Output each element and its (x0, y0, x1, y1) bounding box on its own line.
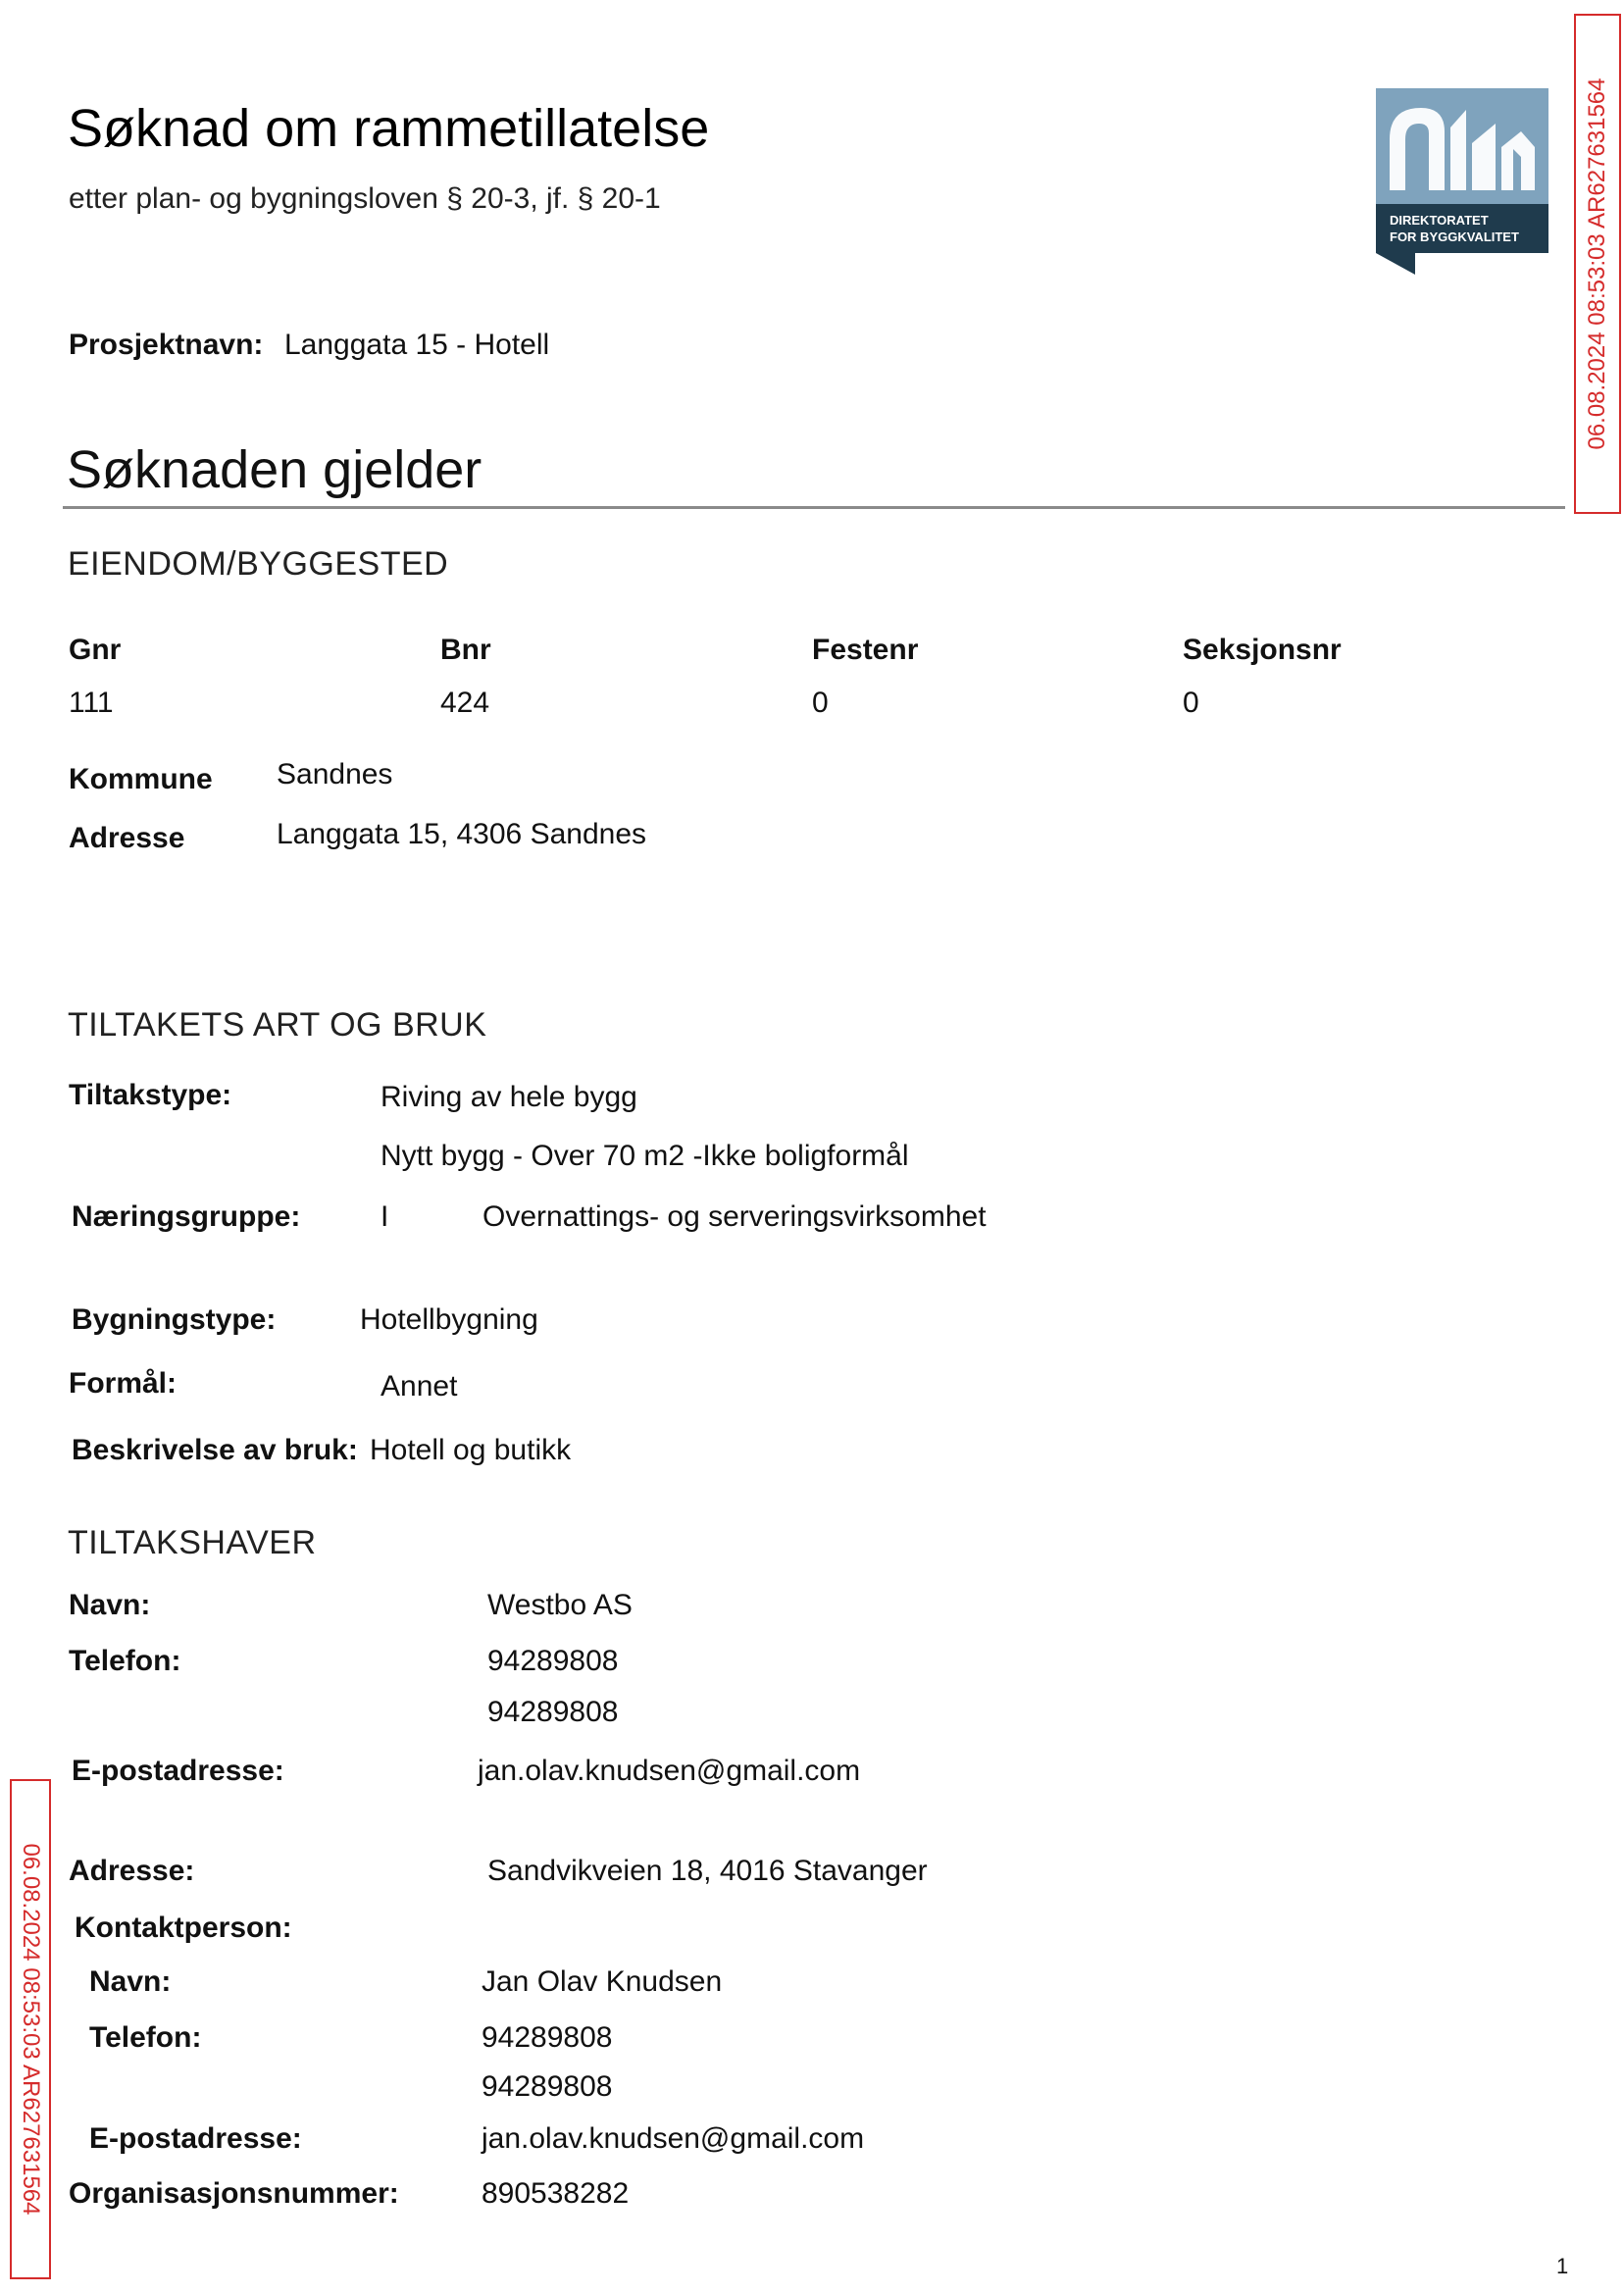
project-value: Langgata 15 - Hotell (284, 329, 550, 361)
formal-label: Formål: (69, 1367, 178, 1400)
owner-phone-value-2: 94289808 (487, 1696, 619, 1728)
tiltakstype-label: Tiltakstype: (69, 1079, 232, 1111)
project-label: Prosjektnavn: (69, 329, 264, 361)
owner-address-value: Sandvikveien 18, 4016 Stavanger (487, 1855, 928, 1887)
gnr-value: 111 (69, 687, 114, 719)
owner-address-label: Adresse: (69, 1855, 195, 1887)
festenr-value: 0 (812, 687, 829, 719)
contact-phone-value-2: 94289808 (482, 2070, 613, 2103)
stamp-text: 06.08.2024 08:53:03 AR627631564 (18, 1843, 44, 2216)
property-heading: EIENDOM/BYGGESTED (68, 545, 449, 583)
owner-phone-value-1: 94289808 (487, 1645, 619, 1677)
measure-heading: TILTAKETS ART OG BRUK (68, 1006, 487, 1044)
contact-phone-value-1: 94289808 (482, 2021, 613, 2054)
beskrivelse-value: Hotell og butikk (370, 1434, 572, 1466)
logo-line1: DIREKTORATET (1390, 213, 1489, 228)
stamp-bottom-left (10, 1779, 51, 2279)
owner-heading: TILTAKSHAVER (68, 1524, 317, 1561)
owner-phone-label: Telefon: (69, 1645, 181, 1677)
adresse-value: Langgata 15, 4306 Sandnes (277, 818, 647, 850)
logo-line2: FOR BYGGKVALITET (1390, 229, 1519, 244)
naeringsgruppe-code: I (381, 1200, 389, 1233)
bygningstype-label: Bygningstype: (72, 1303, 277, 1336)
kommune-label: Kommune (69, 763, 213, 795)
formal-value: Annet (381, 1370, 458, 1402)
dibk-logo (1376, 88, 1548, 275)
naeringsgruppe-value: Overnattings- og serveringsvirksomhet (482, 1200, 987, 1233)
bygningstype-value: Hotellbygning (360, 1303, 538, 1336)
kommune-value: Sandnes (277, 758, 393, 790)
contact-email-label: E-postadresse: (89, 2122, 302, 2155)
bnr-label: Bnr (440, 634, 491, 666)
org-number-label: Organisasjonsnummer: (69, 2177, 399, 2210)
tiltakstype-value-2: Nytt bygg - Over 70 m2 -Ikke boligformål (381, 1140, 909, 1172)
seksjonsnr-value: 0 (1183, 687, 1199, 719)
contact-email-value: jan.olav.knudsen@gmail.com (482, 2122, 865, 2155)
bnr-value: 424 (440, 687, 490, 719)
applies-heading: Søknaden gjelder (67, 440, 482, 499)
contact-name-label: Navn: (89, 1965, 172, 1998)
naeringsgruppe-label: Næringsgruppe: (72, 1200, 301, 1233)
owner-email-value: jan.olav.knudsen@gmail.com (478, 1755, 861, 1787)
heading-divider (63, 506, 1565, 509)
org-number-value: 890538282 (482, 2177, 630, 2210)
adresse-label: Adresse (69, 822, 185, 854)
seksjonsnr-label: Seksjonsnr (1183, 634, 1342, 666)
owner-name-value: Westbo AS (487, 1589, 633, 1621)
tiltakstype-value-1: Riving av hele bygg (381, 1081, 637, 1113)
contact-phone-label: Telefon: (89, 2021, 202, 2054)
stamp-text: 06.08.2024 08:53:03 AR627631564 (1584, 77, 1610, 450)
gnr-label: Gnr (69, 634, 122, 666)
owner-email-label: E-postadresse: (72, 1755, 284, 1787)
stamp-top-right (1574, 14, 1621, 514)
beskrivelse-label: Beskrivelse av bruk: (72, 1434, 358, 1466)
owner-name-label: Navn: (69, 1589, 151, 1621)
contact-person-label: Kontaktperson: (75, 1912, 292, 1944)
contact-name-value: Jan Olav Knudsen (482, 1965, 723, 1998)
document-subtitle: etter plan- og bygningsloven § 20-3, jf. § 20-1 (69, 182, 661, 215)
document-title: Søknad om rammetillatelse (68, 99, 710, 158)
page-number: 1 (1556, 2254, 1569, 2278)
festenr-label: Festenr (812, 634, 919, 666)
